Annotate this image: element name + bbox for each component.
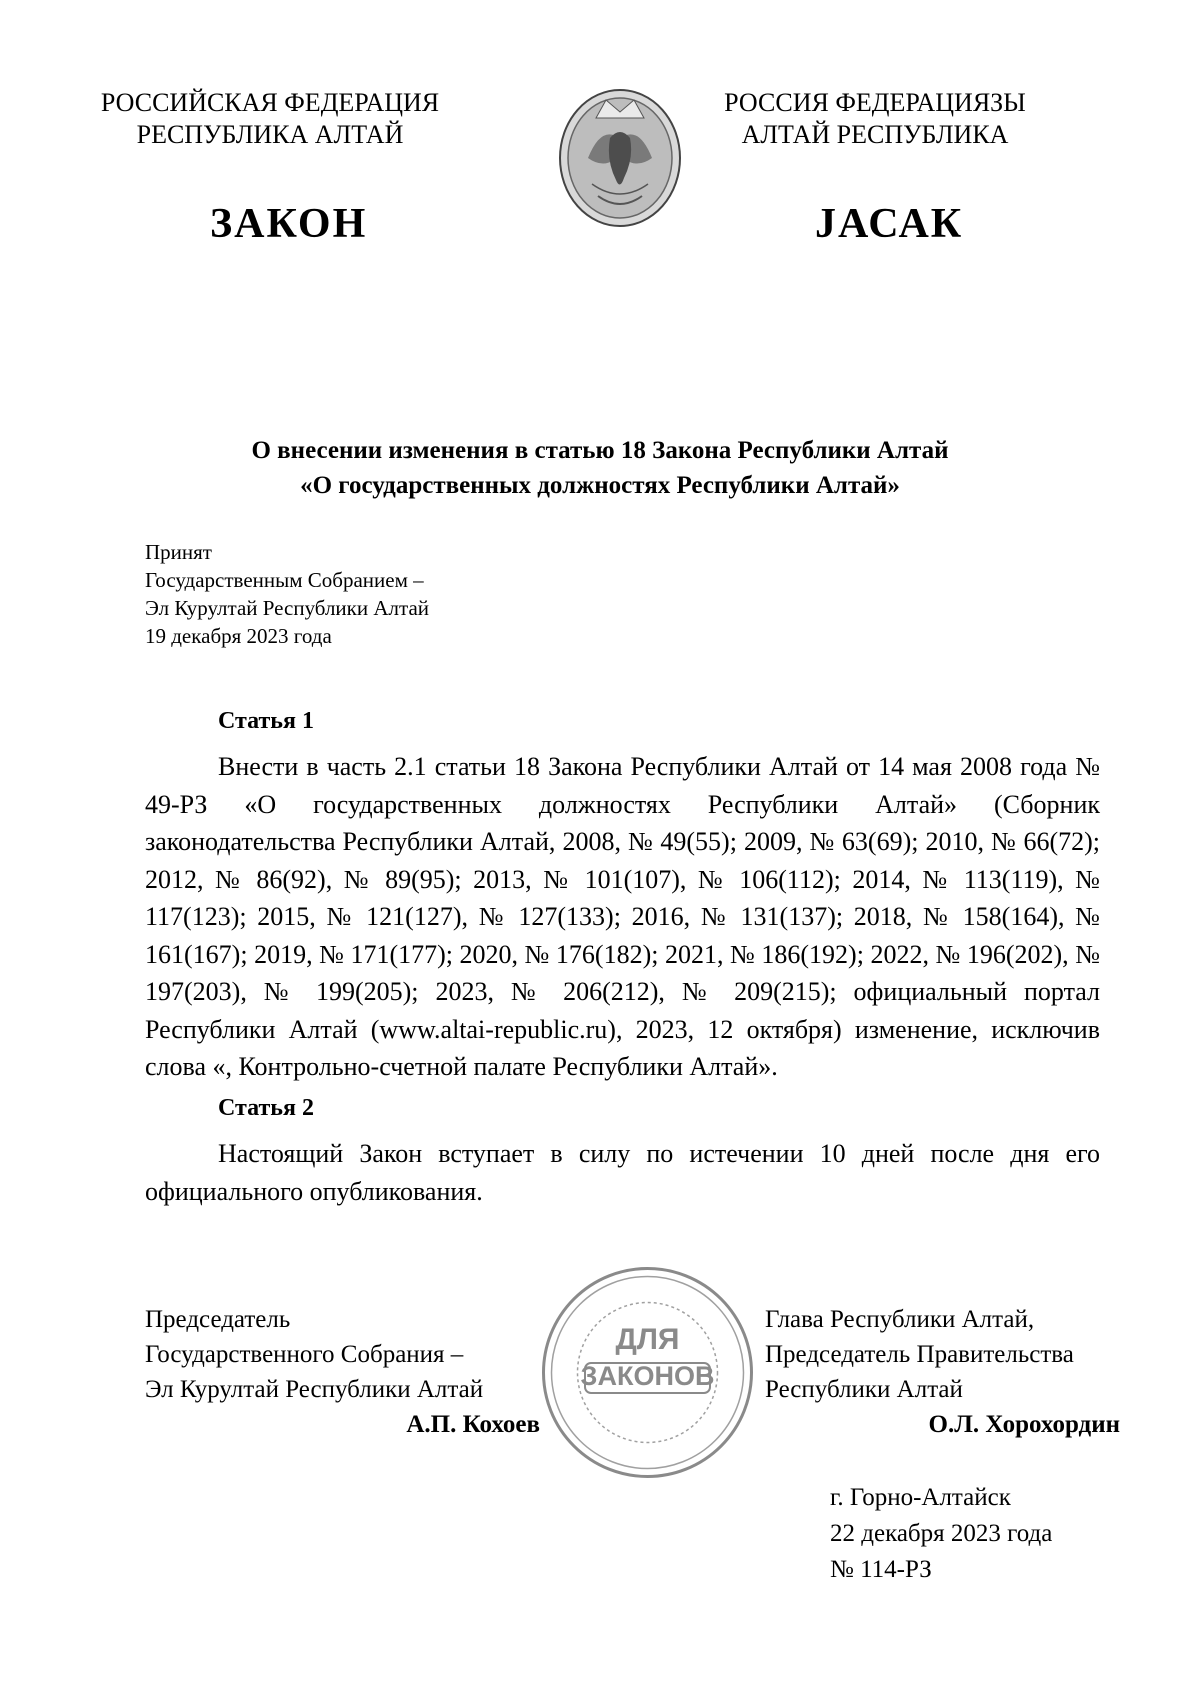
signature-left-block xyxy=(145,1302,540,1442)
signature-right-line1: Глава Республики Алтай, xyxy=(765,1306,1035,1333)
signature-right-block xyxy=(765,1302,1120,1442)
adoption-line2: Государственным Собранием – xyxy=(145,568,424,592)
header-right-republic: АЛТАЙ РЕСПУБЛИКА xyxy=(741,120,1009,149)
header-right-country: РОССИЯ ФЕДЕРАЦИЯЗЫ xyxy=(724,88,1026,117)
article2-text: Настоящий Закон вступает в силу по истечении 10 дней после дня его официального опубликования. xyxy=(145,1139,1100,1206)
law-word-altai: JАСАК xyxy=(815,201,964,247)
signature-right-name: О.Л. Хорохордин xyxy=(928,1411,1120,1438)
signature-right-line2: Председатель Правительства xyxy=(765,1341,1074,1368)
header-left-republic: РЕСПУБЛИКА АЛТАЙ xyxy=(136,120,404,149)
stamp-text-line1: ДЛЯ xyxy=(615,1323,680,1356)
article1-text: Внести в часть 2.1 статьи 18 Закона Республики Алтай от 14 мая 2008 года № 49-РЗ «О государственных должностях Республики Алтай» (Сборник законодательства Республики Алтай, 2008, № 49(55); 2009, № 63(69); 2010, № 66(72); 2012, № 86(92), № 89(95); 2013, № 101(107), № 106(112); 2014, № 113(119), № 117(123); 2015, № 121(127), № 127(133); 2016, № 131(137); 2018, № 158(164), № 161(167); 2019, № 171(177); 2020, № 176(182); 2021, № 186(192); 2022, № 196(202), № 197(203), № 199(205); 2023, № 206(212), № 209(215); официальный портал Республики Алтай (www.altai-republic.ru), 2023, 12 октября) изменение, исключив слова «, Контрольно-счетной палате Республики Алтай». xyxy=(145,752,1100,1081)
signature-left-name: А.П. Кохоев xyxy=(406,1411,540,1438)
header-left-country: РОССИЙСКАЯ ФЕДЕРАЦИЯ xyxy=(100,88,440,117)
place-date-block xyxy=(830,1480,1052,1588)
signature-left-line3: Эл Курултай Республики Алтай xyxy=(145,1376,484,1403)
law-word-russian: ЗАКОН xyxy=(210,201,368,247)
signature-left-line2: Государственного Собрания – xyxy=(145,1341,464,1368)
republic-emblem-icon xyxy=(558,88,682,228)
header-right-block xyxy=(700,87,1050,151)
official-stamp xyxy=(540,1265,755,1480)
law-number: № 114-РЗ xyxy=(830,1556,932,1583)
article1-heading: Статья 1 xyxy=(218,708,314,734)
law-title-line1: О внесении изменения в статью 18 Закона Республики Алтай xyxy=(251,437,949,464)
adoption-block xyxy=(145,538,429,650)
signing-date: 22 декабря 2023 года xyxy=(830,1520,1053,1547)
adoption-line3: Эл Курултай Республики Алтай xyxy=(145,596,430,620)
city: г. Горно-Алтайск xyxy=(830,1484,1011,1511)
signature-right-line3: Республики Алтай xyxy=(765,1376,963,1403)
adoption-line1: Принят xyxy=(145,540,212,564)
adoption-date: 19 декабря 2023 года xyxy=(145,624,332,648)
law-title-line2: «О государственных должностях Республики Алтай» xyxy=(300,472,900,499)
stamp-text-line2: ЗАКОНОВ xyxy=(580,1361,715,1391)
header-left-block xyxy=(95,87,445,151)
signature-left-line1: Председатель xyxy=(145,1306,291,1333)
law-title xyxy=(150,433,1050,503)
article2-heading: Статья 2 xyxy=(218,1095,314,1121)
